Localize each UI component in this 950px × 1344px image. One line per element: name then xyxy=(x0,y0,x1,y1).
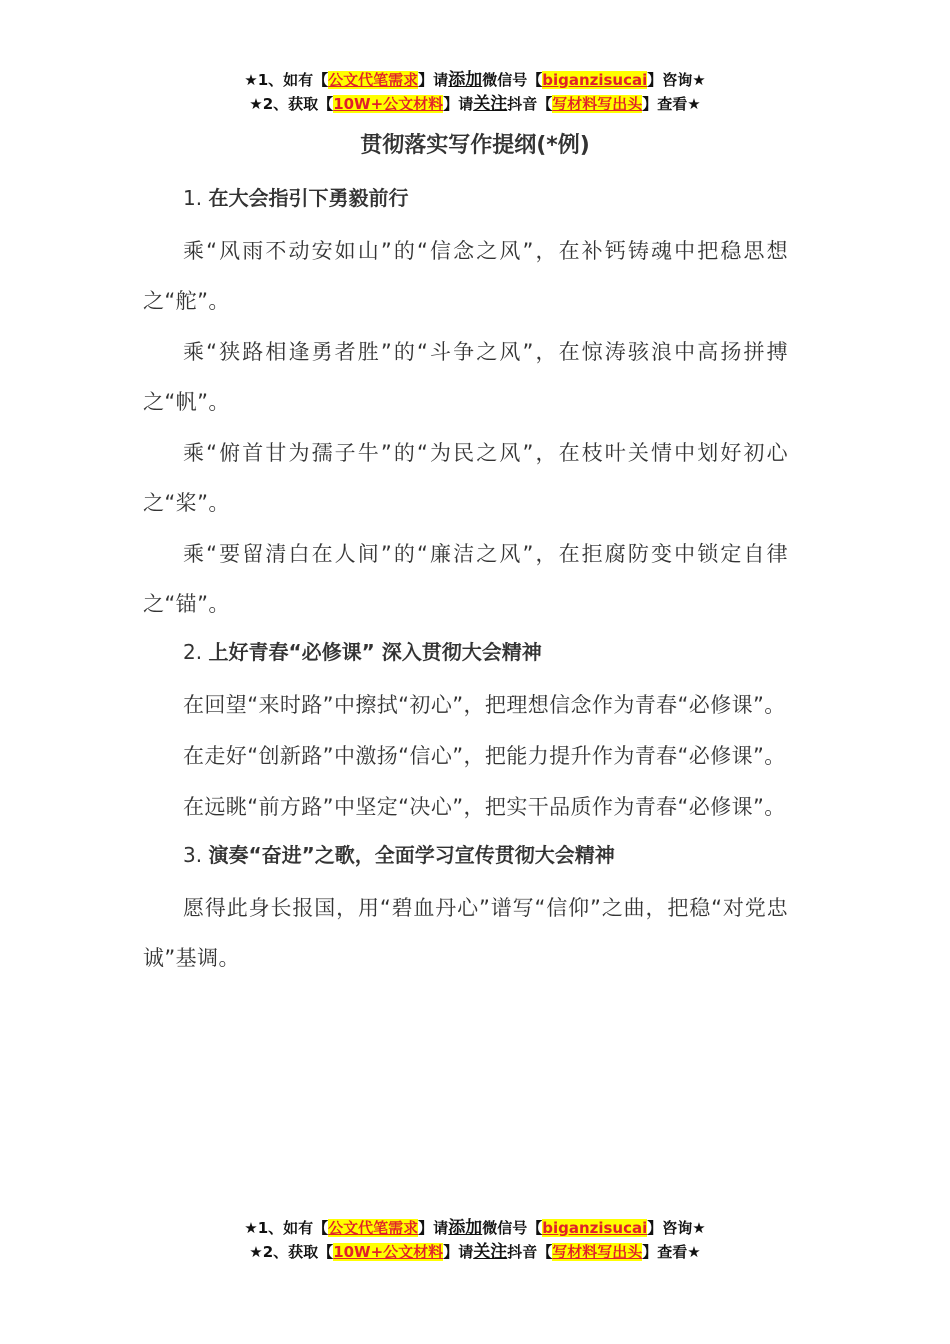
footer-banner xyxy=(0,1216,950,1264)
footer-line-1 xyxy=(0,1216,950,1240)
header-follow-text: 关注 xyxy=(473,94,508,114)
paragraph: 乘“俯首甘为孺子牛”的“为民之风”，在枝叶关情中划好初心之“桨”。 xyxy=(143,441,788,515)
section-number: 1. xyxy=(183,186,209,210)
header-line-2-prefix: ★2、获取【 xyxy=(249,95,334,113)
paragraph: 愿得此身长报国，用“碧血丹心”谱写“信仰”之曲，把稳“对党忠诚”基调。 xyxy=(143,896,788,970)
header-highlight-service: 公文代笔需求 xyxy=(328,71,419,89)
paragraph: 乘“狭路相逢勇者胜”的“斗争之风”，在惊涛骇浪中高扬拼搏之“帆”。 xyxy=(143,340,788,414)
header-douyin-label: 抖音【 xyxy=(507,95,553,113)
header-line-2 xyxy=(0,92,950,116)
paragraph: 乘“风雨不动安如山”的“信念之风”，在补钙铸魂中把稳思想之“舵”。 xyxy=(143,239,788,313)
paragraph: 乘“要留清白在人间”的“廉洁之风”，在拒腐防变中锁定自律之“锚”。 xyxy=(143,542,788,616)
footer-line-2 xyxy=(0,1240,950,1264)
section-heading-text: 在大会指引下勇毅前行 xyxy=(208,186,409,210)
footer-follow-text: 关注 xyxy=(473,1242,508,1262)
document-body xyxy=(143,176,788,984)
section-heading-text: 演奏“奋进”之歌，全面学习宣传贯彻大会精神 xyxy=(208,843,615,867)
header-wechat-id: biganzisucai xyxy=(542,71,648,89)
footer-highlight-service: 公文代笔需求 xyxy=(328,1219,419,1237)
section-heading-1 xyxy=(143,176,788,220)
footer-wechat-label: 微信号【 xyxy=(482,1219,543,1237)
footer-wechat-id: biganzisucai xyxy=(542,1219,648,1237)
section-number: 3. xyxy=(183,843,209,867)
header-line-2-suffix: 】查看★ xyxy=(642,95,701,113)
footer-line-2-prefix: ★2、获取【 xyxy=(249,1243,334,1261)
header-line-1-prefix: ★1、如有【 xyxy=(244,71,329,89)
footer-highlight-materials: 10W+公文材料 xyxy=(333,1243,444,1261)
section-heading-3 xyxy=(143,833,788,877)
footer-douyin-label: 抖音【 xyxy=(507,1243,553,1261)
header-line-2-text: 】请 xyxy=(443,95,474,113)
header-douyin-id: 写材料写出头 xyxy=(552,95,643,113)
header-banner xyxy=(0,68,950,116)
header-line-1 xyxy=(0,68,950,92)
footer-line-2-suffix: 】查看★ xyxy=(642,1243,701,1261)
section-heading-2 xyxy=(143,630,788,674)
header-line-1-text: 】请 xyxy=(418,71,449,89)
footer-line-1-prefix: ★1、如有【 xyxy=(244,1219,329,1237)
section-number: 2. xyxy=(183,640,209,664)
header-add-text: 添加 xyxy=(448,70,483,90)
section-heading-text: 上好青春“必修课” 深入贯彻大会精神 xyxy=(208,640,542,664)
footer-line-2-text: 】请 xyxy=(443,1243,474,1261)
header-highlight-materials: 10W+公文材料 xyxy=(333,95,444,113)
document-title: 贯彻落实写作提纲(*例) xyxy=(360,133,590,158)
footer-douyin-id: 写材料写出头 xyxy=(552,1243,643,1261)
paragraph: 在走好“创新路”中激扬“信心”，把能力提升作为青春“必修课”。 xyxy=(183,744,786,768)
header-line-1-suffix: 】咨询★ xyxy=(647,71,706,89)
footer-line-1-suffix: 】咨询★ xyxy=(647,1219,706,1237)
footer-line-1-text: 】请 xyxy=(418,1219,449,1237)
paragraph: 在远眺“前方路”中坚定“决心”，把实干品质作为青春“必修课”。 xyxy=(183,795,786,819)
header-wechat-label: 微信号【 xyxy=(482,71,543,89)
paragraph: 在回望“来时路”中擦拭“初心”，把理想信念作为青春“必修课”。 xyxy=(183,693,786,717)
footer-add-text: 添加 xyxy=(448,1218,483,1238)
